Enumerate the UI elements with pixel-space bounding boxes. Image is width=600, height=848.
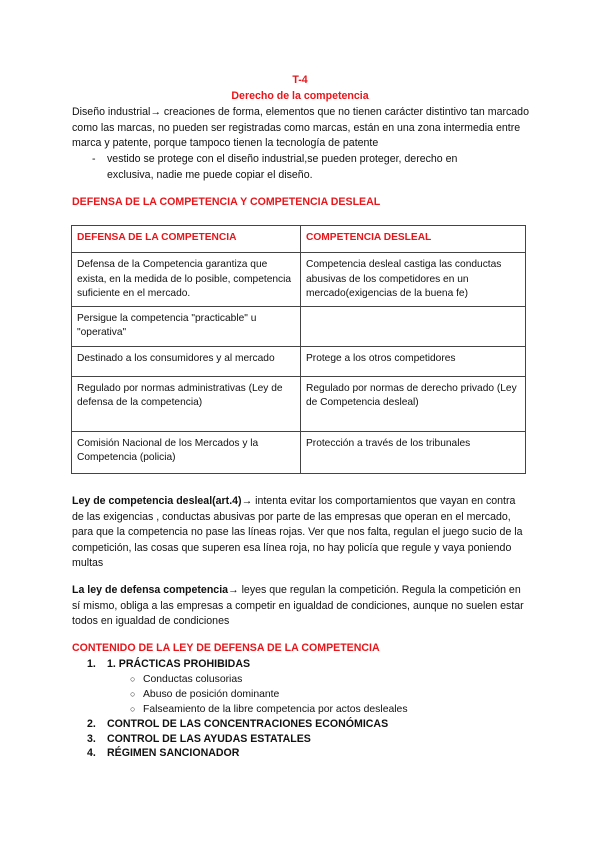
table-row [72, 431, 526, 473]
circle-bullet-icon: ○ [130, 704, 136, 714]
ley-defensa-lead: La ley de defensa competencia [72, 584, 229, 596]
sub-list-item: ○ Falseamiento de la libre competencia por actos desleales [130, 704, 408, 715]
comparison-table [71, 225, 526, 474]
table-cell: Regulado por normas administrativas (Ley de defensa de la competencia) [72, 376, 301, 431]
intro-paragraph [72, 105, 532, 152]
page-title: Derecho de la competencia [231, 90, 369, 102]
circle-bullet-icon: ○ [130, 673, 136, 684]
table-cell [301, 306, 526, 346]
table-row [72, 376, 526, 431]
bullet-dash: - [92, 153, 96, 165]
intro-text: → creaciones de forma, elementos que no tienen carácter distintivo tan marcado como las marcas, no pueden ser registradas como marcas, están en una zona intermedia entre marca y patente, porque tampoco tienen la tecnología de patente [72, 106, 529, 149]
table-header-desleal: COMPETENCIA DESLEAL [301, 226, 526, 253]
sub-list [130, 672, 507, 718]
section-heading-defensa-desleal: DEFENSA DE LA COMPETENCIA Y COMPETENCIA DESLEAL [72, 196, 381, 208]
section-heading-contenido: CONTENIDO DE LA LEY DE DEFENSA DE LA COMPETENCIA [72, 642, 380, 654]
table-cell: Comisión Nacional de los Mercados y la Competencia (policia) [72, 431, 301, 473]
contents-list [87, 657, 507, 761]
table-cell: Persigue la competencia "practicable" u "operativa" [72, 306, 301, 346]
table-cell: Regulado por normas de derecho privado (Ley de Competencia desleal) [301, 376, 526, 431]
ley-desleal-text: → intenta evitar los comportamientos que vayan en contra de las exigencias , conductas abusivas por parte de las empresas que operan en el mercado, para que la competencia no pase las líneas rojas. Ver que nos falta, regulan el juego sucio de la competición, las cosas que superen esa línea roja, no hay policía que regule y vaya poniendo multas [72, 495, 523, 569]
table-row [72, 346, 526, 376]
ley-defensa-competencia-paragraph [72, 583, 527, 630]
ley-desleal-lead: Ley de competencia desleal(art.4) [72, 495, 242, 507]
table-cell: Destinado a los consumidores y al mercado [72, 346, 301, 376]
sub-list-item: ○ Conductas colusorias [130, 673, 243, 685]
topic-number: T-4 [292, 74, 308, 86]
table-cell: Protección a través de los tribunales [301, 431, 526, 473]
table-header-defensa: DEFENSA DE LA COMPETENCIA [72, 226, 301, 253]
circle-bullet-icon: ○ [130, 688, 136, 699]
list-item: 2. CONTROL DE LAS CONCENTRACIONES ECONÓMICAS [87, 718, 389, 731]
list-item: 4. RÉGIMEN SANCIONADOR [87, 747, 240, 760]
list-item: 1. 1. PRÁCTICAS PROHIBIDAS ○ Conductas colusorias ○ Abuso de posición dominante ○ Falseamiento de la libre competencia por actos desleales [87, 657, 507, 717]
ley-competencia-desleal-paragraph [72, 494, 527, 572]
intro-bullet: vestido se protege con el diseño industrial,se pueden proteger, derecho en exclusiva, nadie me puede copiar el diseño. [107, 153, 458, 181]
table-row [72, 253, 526, 307]
ley-defensa-text: → leyes que regulan la competición. Regula la competición en sí mismo, obliga a las empresas a competir en igualdad de condiciones, aunque no suelen estar todos en igualdad de condiciones [72, 584, 524, 627]
intro-lead: Diseño industrial [72, 106, 151, 118]
sub-list-item: ○ Abuso de posición dominante [130, 688, 280, 700]
list-item: 3. CONTROL DE LAS AYUDAS ESTATALES [87, 732, 311, 745]
table-row [72, 306, 526, 346]
table-cell: Protege a los otros competidores [301, 346, 526, 376]
table-cell: Competencia desleal castiga las conductas abusivas de los competidores en un mercado(exigencias de la buena fe) [301, 253, 526, 307]
table-cell: Defensa de la Competencia garantiza que exista, en la medida de lo posible, competencia suficiente en el mercado. [72, 253, 301, 307]
table-header-row [72, 226, 526, 253]
